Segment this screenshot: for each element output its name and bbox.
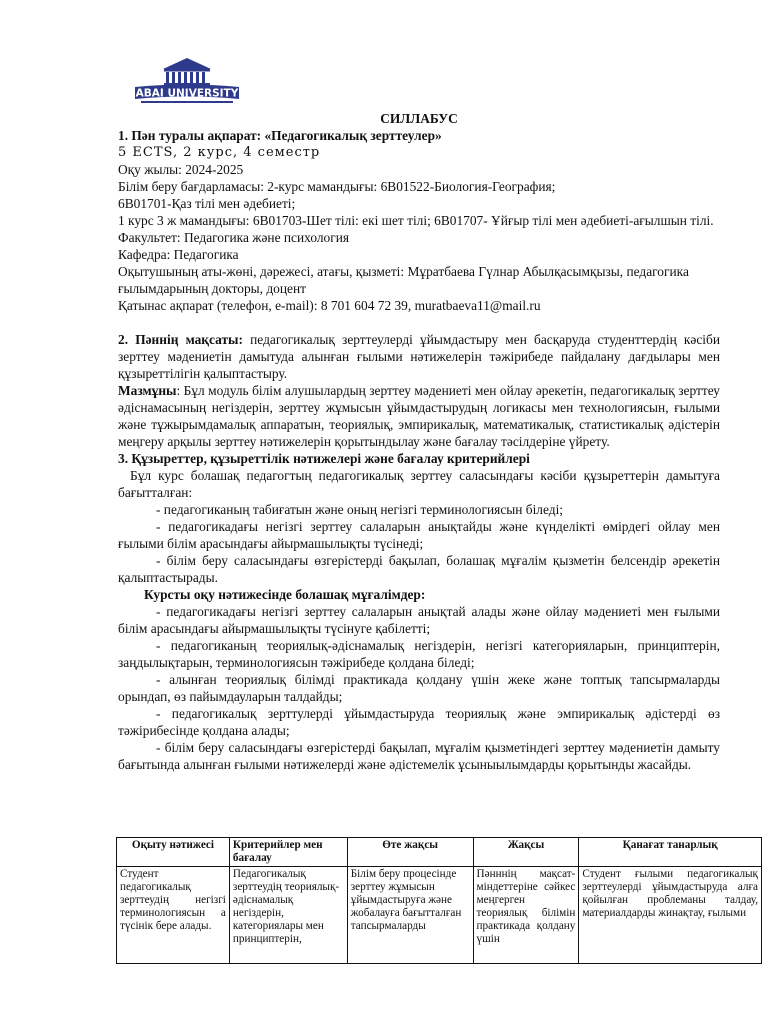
ects-line: 5 ECTS, 2 курс, 4 семестр bbox=[118, 145, 321, 160]
table-cell: Студент педагогикалық зерттеудің негізгі терминологиясын а түсінік бере алады. bbox=[117, 867, 230, 964]
abai-university-logo bbox=[133, 55, 241, 108]
content-text: : Бұл модуль білім алушылардың зерттеу мәдениеті мен ойлау әрекетін, педагогикалық зерттеу әдіснамасының негіздерін, зерттеу жұмысын ұйымдастырудың логикасы мен технологиясын, ғылыми және тұжырымдамалық аппаратын, теориялық, эмпирикалық, математикалық, статистикалық әдістерін меңгеру арқылы зерттеу нәтижелерін қорытындылау және бағалау тәсілдеріне үйрету. bbox=[118, 383, 720, 449]
section3-heading: 3. Құзыреттер, құзыреттілік нәтижелері және бағалау критерийлері bbox=[118, 451, 530, 466]
outcome-item: - педагогикалық зерттулерді ұйымдастыруда теориялық және эмпирикалық әдістерді өз тәжірибесінде қолдана алады; bbox=[118, 706, 720, 738]
table-header-row bbox=[117, 838, 762, 867]
program-line-2: 6В01701-Қаз тілі мен әдебиеті; bbox=[118, 196, 296, 211]
table-cell: Студент ғылыми педагогикалық зерттеулерді ұйымдастыруда алға қойылған проблеманы талдау, материалдарды жинақтау, ғылыми bbox=[579, 867, 762, 964]
table-cell: Пәнннің мақсат-міндеттеріне сәйкес меңгерген теориялық білімін практикада қолдану үшін bbox=[473, 867, 579, 964]
logo-text: ABAI UNIVERSITY bbox=[135, 87, 239, 100]
outcomes-heading: Курсты оқу нәтижесінде болашақ мұғалімдер: bbox=[144, 587, 426, 602]
table-header-cell: Жақсы bbox=[473, 838, 579, 867]
faculty-line: Факультет: Педагогика және психология bbox=[118, 230, 350, 245]
document-body bbox=[118, 110, 720, 773]
content-label: Мазмұны bbox=[118, 383, 177, 398]
year-line: Оқу жылы: 2024-2025 bbox=[118, 162, 244, 177]
table-header-cell: Өте жақсы bbox=[347, 838, 473, 867]
teacher-line: Оқытушының аты-жөні, дәрежесі, атағы, қызметі: Мұратбаева Гүлнар Абылқасымқызы, педагогика ғылымдарының докторы, доцент bbox=[118, 264, 689, 296]
competence-item: - педагогикадағы негізгі зерттеу салаларын анықтайды және күнделікті өмірдегі ойлау мен ғылыми білім арасындағы айырмашылықты түсінеді; bbox=[118, 519, 720, 551]
contact-line: Қатынас ақпарат (телефон, e-mail): 8 701 604 72 39, muratbaeva11@mail.ru bbox=[118, 298, 541, 313]
outcome-item: - білім беру саласындағы өзгерістерді бақылап, мұғалім қызметіндегі зерттеу мәдениетін дамыту бағытында алынған ғылыми нәтижелерді және әдістемелік ұсыныылымдарды қорытынды жасайды. bbox=[118, 740, 720, 772]
table-cell: Педагогикалық зерттеудің теориялық-әдіснамалық негіздерін, категориялары мен принциптерін, bbox=[229, 867, 347, 964]
section1-heading: 1. Пән туралы ақпарат: «Педагогикалық зерттеулер» bbox=[118, 128, 442, 143]
section2-goal bbox=[118, 331, 720, 382]
program-line-3: 1 курс 3 ж мамандығы: 6В01703-Шет тілі: екі шет тілі; 6В01707- Ұйғыр тілі мен әдебиеті-ағылшын тілі. bbox=[118, 213, 714, 228]
section2-goal-text: педагогикалық зерттеулерді ұйымдастыру мен басқаруда студенттердің кәсіби зерттеу мәдениетін дамытуда алынған ғылыми нәтижелерін тәжірибеде пайдалану дағдылары мен құзыреттілігін қалыптастыру. bbox=[118, 332, 720, 381]
assessment-table bbox=[116, 837, 762, 964]
section2-content bbox=[118, 382, 720, 450]
section3-intro: Бұл курс болашақ педагогтың педагогикалық зерттеу саласындағы кәсіби құзыреттерін дамытуға бағытталған: bbox=[118, 468, 720, 500]
competence-item: - педагогиканың табиғатын және оның негізгі терминологиясын біледі; bbox=[156, 502, 564, 517]
program-line-1: Білім беру бағдарламасы: 2-курс мамандығы: 6В01522-Биология-География; bbox=[118, 179, 556, 194]
table-header-cell: Критерийлер мен бағалау bbox=[229, 838, 347, 867]
table-header-cell: Оқыту нәтижесі bbox=[117, 838, 230, 867]
table-header-cell: Қанағат танарлық bbox=[579, 838, 762, 867]
page-title: СИЛЛАБУС bbox=[380, 111, 458, 126]
table-row bbox=[117, 867, 762, 964]
table-cell: Білім беру процесінде зерттеу жұмысын ұйымдастыруға және жобалауға бағытталған тапсырмаларды bbox=[347, 867, 473, 964]
section2-heading: 2. Пәннің мақсаты: bbox=[118, 332, 243, 347]
department-line: Кафедра: Педагогика bbox=[118, 247, 239, 262]
outcome-item: - педагогикадағы негізгі зерттеу салаларын анықтай алады және ойлау мәдениеті мен ғылыми білім арасындағы айырмашылықты түсінуге қабілетті; bbox=[118, 604, 720, 636]
outcome-item: - педагогиканың теориялық-әдіснамалық негіздерін, негізгі категорияларын, принциптерін, заңдылықтарын, терминологиясын тәжірибеде қолдана біледі; bbox=[118, 638, 720, 670]
competence-item: - білім беру саласындағы өзгерістерді бақылап, болашақ мұғалім қызметін белсендір әрекетін қалыптастырады. bbox=[118, 553, 720, 585]
outcome-item: - алынған теориялық білімді практикада қолдану үшін жеке және топтық тапсырмаларды орындап, өз пайымдауларын талдайды; bbox=[118, 672, 720, 704]
